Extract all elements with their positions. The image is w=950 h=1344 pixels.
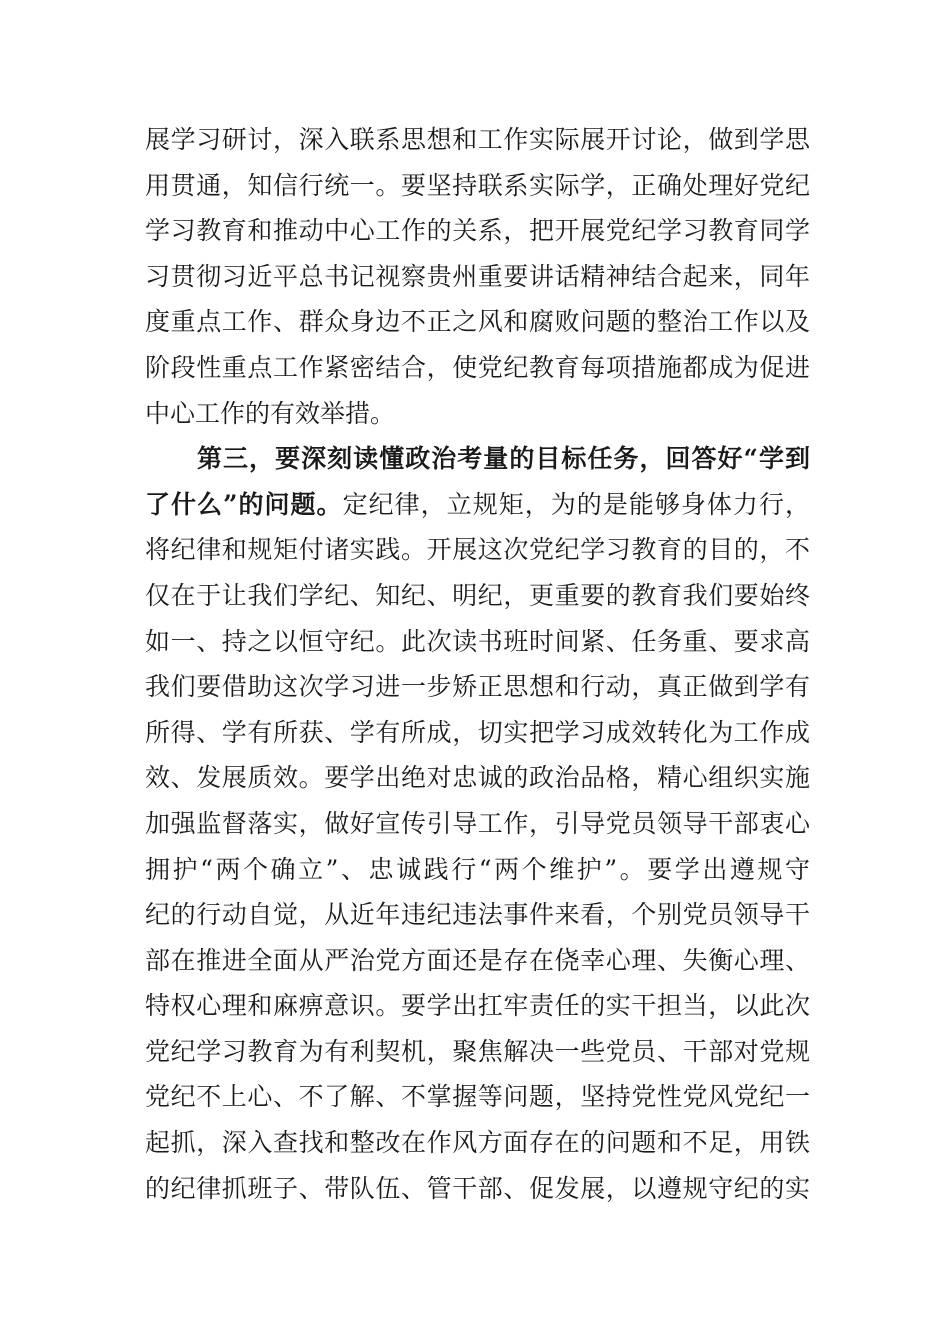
- text-line: 特权心理和麻痹意识。要学出扛牢责任的实干担当，以此次: [145, 991, 810, 1021]
- section-heading-line: 第三，要深刻读懂政治考量的目标任务，回答好“学到: [197, 444, 810, 474]
- document-body: [145, 117, 810, 1211]
- text-line: 加强监督落实，做好宣传引导工作，引导党员领导干部衷心: [145, 808, 810, 838]
- text-line: 阶段性重点工作紧密结合，使党纪教育每项措施都成为促进: [145, 352, 810, 382]
- text-line: 用贯通，知信行统一。要坚持联系实际学，正确处理好党纪: [145, 170, 810, 200]
- text-line: 效、发展质效。要学出绝对忠诚的政治品格，精心组织实施: [145, 763, 810, 793]
- body-text: 定纪律，立规矩，为的是能够身体力行，: [342, 489, 810, 519]
- text-line: 所得、学有所获、学有所成，切实把学习成效转化为工作成: [145, 717, 810, 747]
- text-line: 部在推进全面从严治党方面还是存在侥幸心理、失衡心理、: [145, 945, 810, 975]
- text-line: 纪的行动自觉，从近年违纪违法事件来看，个别党员领导干: [145, 900, 810, 930]
- section-heading-line: [145, 482, 810, 528]
- text-line: 将纪律和规矩付诸实践。开展这次党纪学习教育的目的，不: [145, 535, 810, 565]
- text-line: 党纪不上心、不了解、不掌握等问题，坚持党性党风党纪一: [145, 1082, 810, 1112]
- text-line: 起抓，深入查找和整改在作风方面存在的问题和不足，用铁: [145, 1128, 810, 1158]
- text-line: 仅在于让我们学纪、知纪、明纪，更重要的教育我们要始终: [145, 580, 810, 610]
- text-line: 习贯彻习近平总书记视察贵州重要讲话精神结合起来，同年: [145, 261, 810, 291]
- paragraph-1: [145, 117, 810, 436]
- text-line: 我们要借助这次学习进一步矫正思想和行动，真正做到学有: [145, 672, 810, 702]
- text-line: 中心工作的有效举措。: [145, 398, 396, 428]
- text-line: 学习教育和推动中心工作的关系，把开展党纪学习教育同学: [145, 216, 810, 246]
- paragraph-2: [145, 436, 810, 1211]
- text-line: 展学习研讨，深入联系思想和工作实际展开讨论，做到学思: [145, 125, 810, 154]
- text-line: 党纪学习教育为有利契机，聚焦解决一些党员、干部对党规: [145, 1036, 810, 1066]
- text-line: 的纪律抓班子、带队伍、管干部、促发展，以遵规守纪的实: [145, 1173, 810, 1203]
- text-line: 拥护“两个确立”、忠诚践行“两个维护”。要学出遵规守: [145, 854, 810, 884]
- section-heading-text: 了什么”的问题。: [145, 489, 343, 519]
- text-line: 如一、持之以恒守纪。此次读书班时间紧、任务重、要求高: [145, 626, 810, 656]
- text-line: 度重点工作、群众身边不正之风和腐败问题的整治工作以及: [145, 307, 810, 337]
